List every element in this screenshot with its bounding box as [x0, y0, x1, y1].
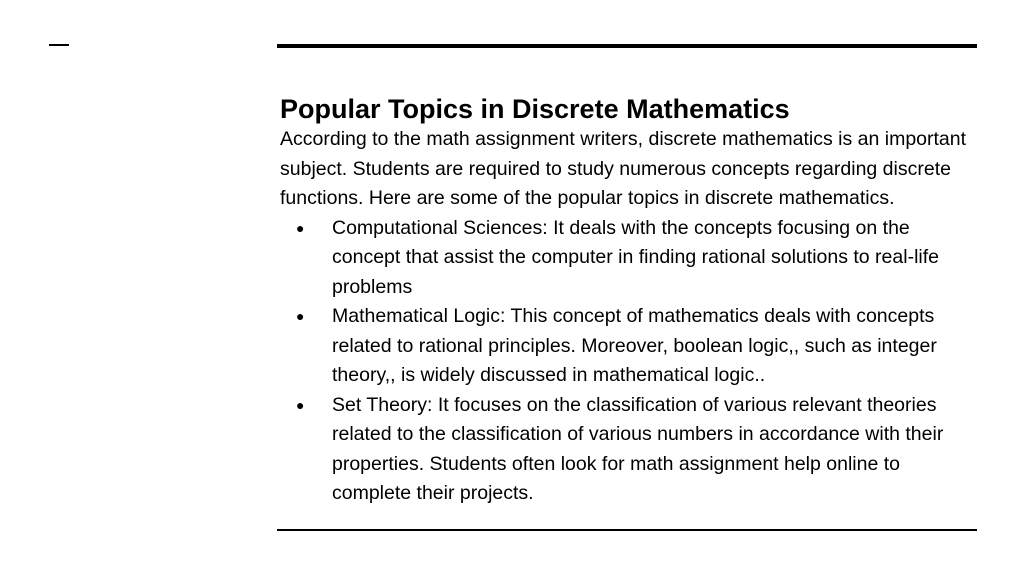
- list-item: [280, 214, 980, 303]
- bullet-icon: ●: [296, 308, 305, 324]
- bottom-rule: [277, 529, 977, 531]
- topic-list: [280, 214, 980, 509]
- list-item: [280, 391, 980, 509]
- slide-title: Popular Topics in Discrete Mathematics: [280, 94, 790, 124]
- corner-dash: [49, 44, 69, 46]
- topic-text: Mathematical Logic: This concept of mathematics deals with concepts related to rational principles. Moreover, boolean logic,, such as integer theory,, is widely discussed in mathematical logic..: [332, 305, 937, 386]
- topic-text: Computational Sciences: It deals with the concepts focusing on the concept that assist the computer in finding rational solutions to real-life problems: [332, 216, 939, 298]
- slide-content: [280, 93, 980, 509]
- list-item: [280, 302, 980, 391]
- bullet-icon: ●: [296, 396, 305, 413]
- topic-text: Set Theory: It focuses on the classification of various relevant theories related to the classification of various numbers in accordance with their properties. Students often look for math assignment help online to complete their projects.: [332, 393, 944, 504]
- bullet-icon: ●: [296, 219, 305, 236]
- intro-paragraph: According to the math assignment writers, discrete mathematics is an important subject. Students are required to study numerous concepts regarding discrete functions. Here are some of the popular topics in discrete mathematics.: [280, 128, 967, 209]
- top-rule: [277, 44, 977, 48]
